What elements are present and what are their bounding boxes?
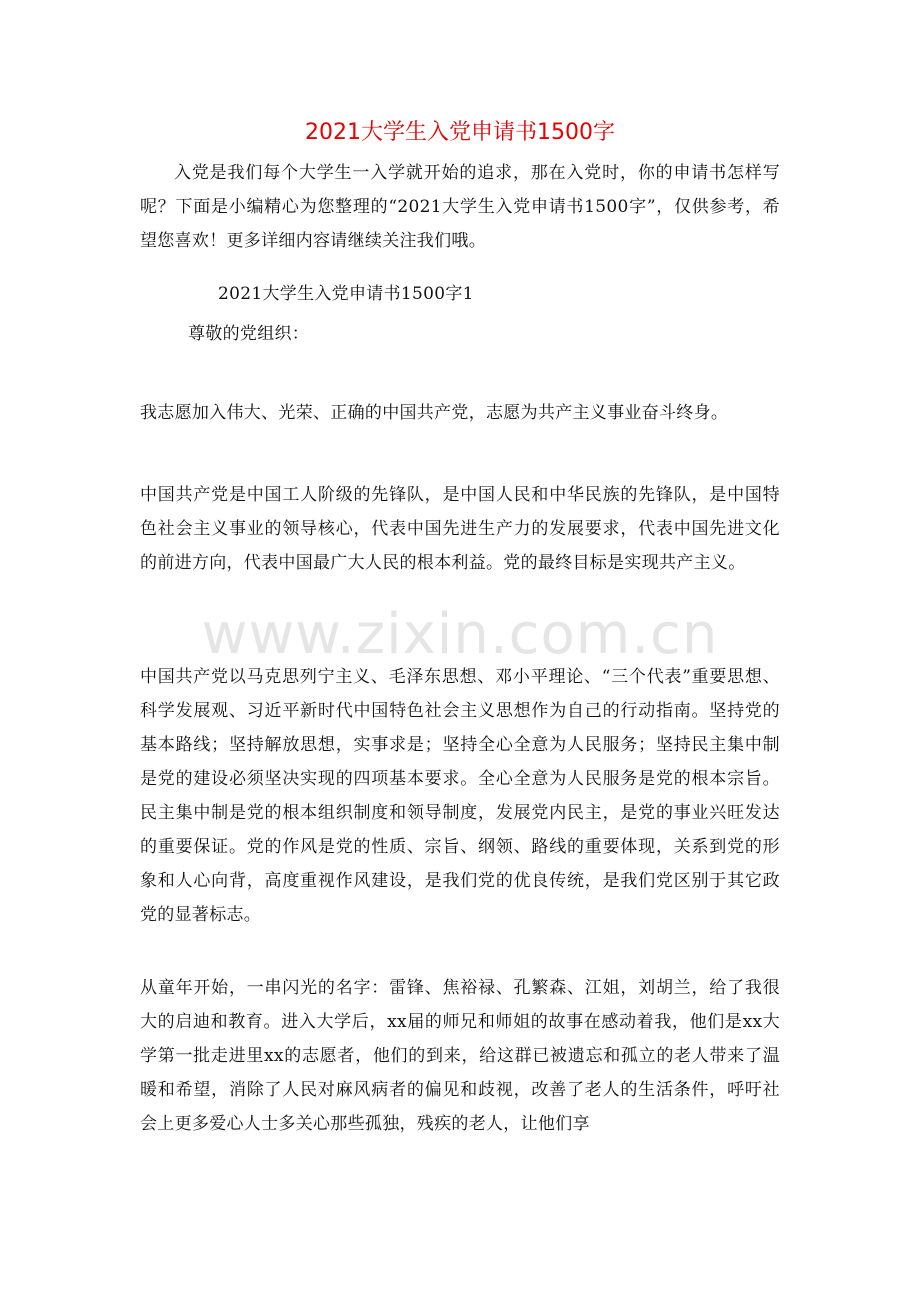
- body-paragraph-3: 中国共产党以马克思列宁主义、毛泽东思想、邓小平理论、“三个代表”重要思想、科学发展观、习近平新时代中国特色社会主义思想作为自己的行动指南。坚持党的基本路线；坚持解放思想，实事求是；坚持全心全意为人民服务；坚持民主集中制是党的建设必须坚决实现的四项基本要求。全心全意为人民服务是党的根本宗旨。民主集中制是党的根本组织制度和领导制度，发展党内民主，是党的事业兴旺发达的重要保证。党的作风是党的性质、宗旨、纲领、路线的重要体现，关系到党的形象和人心向背，高度重视作风建设，是我们党的优良传统，是我们党区别于其它政党的显著标志。: [140, 667, 780, 925]
- body-paragraph-2: 中国共产党是中国工人阶级的先锋队，是中国人民和中华民族的先锋队，是中国特色社会主义事业的领导核心，代表中国先进生产力的发展要求，代表中国先进文化的前进方向，代表中国最广大人民的根本利益。党的最终目标是实现共产主义。: [140, 485, 780, 573]
- section-subtitle: 2021大学生入党申请书1500字1: [218, 284, 474, 304]
- body-paragraph-1: 我志愿加入伟大、光荣、正确的中国共产党，志愿为共产主义事业奋斗终身。: [140, 403, 729, 423]
- watermark-text: www.zixin.com.cn: [201, 602, 719, 667]
- document-title: 2021大学生入党申请书1500字: [305, 120, 615, 145]
- body-paragraph-4: 从童年开始，一串闪光的名字：雷锋、焦裕禄、孔繁森、江姐，刘胡兰，给了我很大的启迪和教育。进入大学后，xx届的师兄和师姐的故事在感动着我，他们是xx大学第一批走进里xx的志愿者，他们的到来，给这群已被遗忘和孤立的老人带来了温暖和希望，消除了人民对麻风病者的偏见和歧视，改善了老人的生活条件，呼吁社会上更多爱心人士多关心那些孤独，残疾的老人，让他们享: [140, 978, 780, 1134]
- intro-paragraph: 入党是我们每个大学生一入学就开始的追求，那在入党时，你的申请书怎样写呢？下面是小编精心为您整理的“2021大学生入党申请书1500字”，仅供参考，希望您喜欢！更多详细内容请继续关注我们哦。: [140, 163, 780, 251]
- salutation: 尊敬的党组织：: [188, 324, 310, 344]
